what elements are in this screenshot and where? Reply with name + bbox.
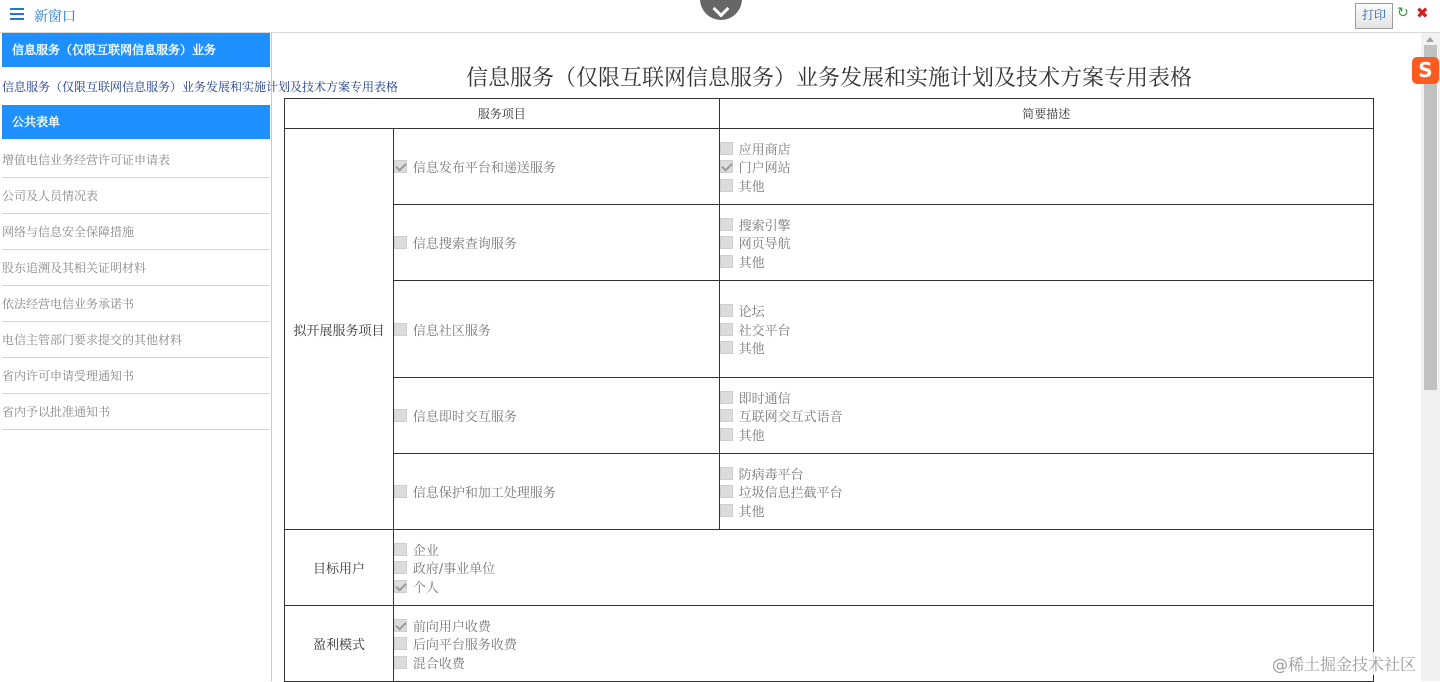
sidebar-item[interactable]: 股东追溯及其相关证明材料 — [2, 250, 270, 286]
section-label-profit-model: 盈利模式 — [285, 606, 394, 682]
page-title: 信息服务（仅限互联网信息服务）业务发展和实施计划及技术方案专用表格 — [465, 66, 1192, 91]
checkbox-option[interactable] — [394, 577, 1373, 596]
checkbox[interactable] — [720, 255, 733, 268]
checkbox-option[interactable] — [720, 301, 1373, 320]
description-cell — [719, 205, 1373, 281]
checkbox[interactable] — [394, 580, 407, 593]
sidebar-item[interactable]: 电信主管部门要求提交的其他材料 — [2, 322, 270, 358]
checkbox-option[interactable] — [720, 425, 1373, 444]
checkbox-option[interactable] — [720, 157, 1373, 176]
checkbox-option[interactable] — [394, 320, 719, 339]
checkbox-option[interactable] — [720, 252, 1373, 271]
checkbox-label: 前向用户收费 — [412, 619, 491, 635]
checkbox-label: 社交平台 — [738, 323, 791, 339]
column-header-service: 服务项目 — [285, 99, 720, 129]
checkbox[interactable] — [720, 160, 733, 173]
checkbox-option[interactable] — [720, 482, 1373, 501]
sidebar-item-dev-plan-form[interactable]: 信息服务（仅限互联网信息服务）业务发展和实施计划及技术方案专用表格 — [2, 80, 399, 94]
checkbox[interactable] — [720, 179, 733, 192]
menu-icon[interactable] — [10, 8, 24, 22]
description-cell — [719, 454, 1373, 530]
sidebar-item[interactable]: 增值电信业务经营许可证申请表 — [2, 142, 270, 178]
checkbox-option[interactable] — [720, 215, 1373, 234]
checkbox-option[interactable] — [720, 320, 1373, 339]
checkbox[interactable] — [720, 504, 733, 517]
checkbox[interactable] — [720, 467, 733, 480]
checkbox-label: 防病毒平台 — [738, 467, 804, 483]
sidebar-item[interactable]: 公司及人员情况表 — [2, 178, 270, 214]
checkbox[interactable] — [720, 428, 733, 441]
scroll-up-arrow-icon[interactable] — [1426, 37, 1434, 42]
checkbox-option[interactable] — [720, 139, 1373, 158]
checkbox-option[interactable] — [720, 338, 1373, 357]
window-title: 新窗口 — [34, 9, 76, 25]
print-button[interactable]: 打印 — [1355, 3, 1393, 29]
checkbox[interactable] — [720, 485, 733, 498]
checkbox-option[interactable] — [394, 157, 719, 176]
checkbox-label: 信息即时交互服务 — [412, 410, 517, 425]
sidebar-item[interactable]: 省内许可申请受理通知书 — [2, 358, 270, 394]
checkbox-label: 个人 — [412, 580, 439, 596]
service-cell — [393, 205, 719, 281]
description-cell — [719, 378, 1373, 454]
checkbox[interactable] — [394, 160, 407, 173]
checkbox-label: 垃圾信息拦截平台 — [738, 486, 843, 501]
sidebar-item-public-forms[interactable]: 公共表单 — [2, 105, 270, 139]
column-header-description: 简要描述 — [719, 99, 1373, 129]
checkbox[interactable] — [394, 561, 407, 574]
checkbox-option[interactable] — [720, 406, 1373, 425]
checkbox-label: 互联网交互式语音 — [738, 410, 843, 425]
checkbox-label: 信息发布平台和递送服务 — [412, 161, 556, 176]
checkbox-option[interactable] — [394, 616, 1373, 635]
checkbox[interactable] — [394, 619, 407, 632]
sogou-input-icon[interactable]: S — [1412, 57, 1439, 84]
checkbox-option[interactable] — [720, 176, 1373, 195]
section-label-planned-services: 拟开展服务项目 — [285, 129, 394, 530]
checkbox-label: 门户网站 — [738, 161, 791, 176]
checkbox-label: 网页导航 — [738, 237, 791, 252]
chevron-down-icon — [713, 1, 730, 18]
refresh-icon[interactable]: ↻ — [1397, 5, 1409, 21]
checkbox-label: 后向平台服务收费 — [412, 638, 517, 653]
checkbox-label: 其他 — [738, 342, 765, 357]
checkbox[interactable] — [720, 341, 733, 354]
checkbox-label: 混合收费 — [412, 656, 465, 672]
checkbox[interactable] — [720, 391, 733, 404]
checkbox[interactable] — [720, 218, 733, 231]
checkbox[interactable] — [720, 304, 733, 317]
section-label-target-users: 目标用户 — [285, 530, 394, 606]
watermark: @稀土掘金技术社区 — [1272, 652, 1416, 675]
checkbox[interactable] — [394, 409, 407, 422]
service-cell — [393, 281, 719, 378]
checkbox[interactable] — [394, 236, 407, 249]
scrollbar-thumb[interactable] — [1424, 45, 1437, 390]
checkbox[interactable] — [394, 637, 407, 650]
checkbox-label: 其他 — [738, 255, 765, 271]
checkbox[interactable] — [720, 142, 733, 155]
form-content — [272, 33, 1386, 681]
checkbox-label: 论坛 — [738, 305, 765, 320]
service-cell — [393, 378, 719, 454]
checkbox-option[interactable] — [394, 233, 719, 252]
checkbox-label: 信息社区服务 — [412, 323, 491, 339]
checkbox-label: 信息保护和加工处理服务 — [412, 486, 556, 501]
checkbox[interactable] — [394, 485, 407, 498]
checkbox-label: 政府/事业单位 — [412, 562, 496, 577]
checkbox-label: 其他 — [738, 428, 765, 444]
checkbox-option[interactable] — [394, 558, 1373, 577]
checkbox[interactable] — [394, 543, 407, 556]
description-cell — [719, 129, 1373, 205]
close-icon[interactable]: ✖ — [1416, 4, 1429, 22]
description-cell — [719, 281, 1373, 378]
checkbox-option[interactable] — [394, 653, 1373, 672]
profit-model-options — [393, 606, 1373, 682]
checkbox[interactable] — [720, 323, 733, 336]
checkbox-label: 即时通信 — [738, 391, 791, 407]
checkbox-option[interactable] — [394, 634, 1373, 653]
sidebar-item-info-service[interactable]: 信息服务（仅限互联网信息服务）业务 — [2, 33, 270, 67]
checkbox-option[interactable] — [720, 464, 1373, 483]
sidebar-item[interactable]: 省内予以批准通知书 — [2, 394, 270, 430]
service-plan-table — [284, 98, 1374, 682]
checkbox[interactable] — [720, 409, 733, 422]
collapse-toggle-button[interactable] — [700, 0, 742, 20]
checkbox-option[interactable] — [394, 482, 719, 501]
checkbox-option[interactable] — [720, 501, 1373, 520]
sidebar-item[interactable]: 依法经营电信业务承诺书 — [2, 286, 270, 322]
checkbox-label: 信息搜索查询服务 — [412, 237, 517, 252]
service-cell — [393, 454, 719, 530]
checkbox[interactable] — [394, 323, 407, 336]
sidebar-item[interactable]: 网络与信息安全保障措施 — [2, 214, 270, 250]
checkbox-option[interactable] — [720, 233, 1373, 252]
checkbox-label: 其他 — [738, 179, 765, 195]
window-toolbar — [0, 0, 1440, 33]
checkbox-option[interactable] — [394, 406, 719, 425]
checkbox-option[interactable] — [394, 540, 1373, 559]
checkbox[interactable] — [720, 236, 733, 249]
checkbox[interactable] — [394, 656, 407, 669]
checkbox-option[interactable] — [720, 388, 1373, 407]
target-users-options — [393, 530, 1373, 606]
checkbox-label: 搜索引擎 — [738, 218, 791, 234]
checkbox-label: 企业 — [412, 543, 439, 559]
checkbox-label: 其他 — [738, 504, 765, 520]
service-cell — [393, 129, 719, 205]
checkbox-label: 应用商店 — [738, 142, 791, 158]
